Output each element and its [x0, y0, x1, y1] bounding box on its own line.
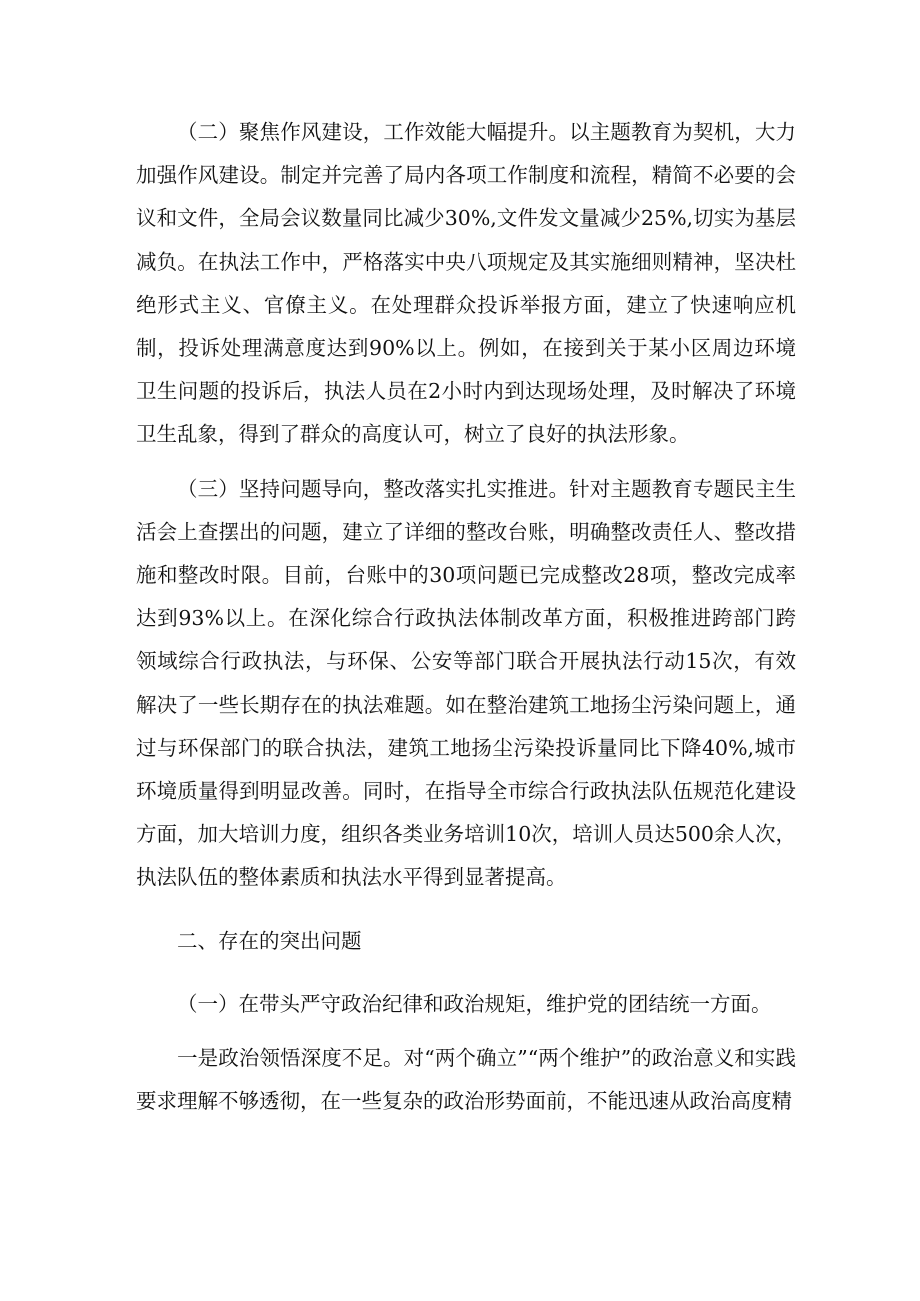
subsection-heading-political-discipline: （一）在带头严守政治纪律和政治规矩，维护党的团结统一方面。 — [177, 991, 772, 1016]
section-heading-problems: 二、存在的突出问题 — [177, 928, 362, 953]
paragraph-rectification: （三）坚持问题导向，整改落实扎实推进。针对主题教育专题民主生活会上查摆出的问题，建立了详细的整改台账，明确整改责任人、整改措施和整改时限。目前，台账中的30项问题已完成整改28项，整改完成率达到93%以上。在深化综合行政执法体制改革方面，积极推进跨部门跨领域综合行政执法，与环保、公安等部门联合开展执法行动15次，有效解决了一些长期存在的执法难题。如在整治建筑工地扬尘污染问题上，通过与环保部门的联合执法，建筑工地扬尘污染投诉量同比下降40%,城市环境质量得到明显改善。同时，在指导全市综合行政执法队伍规范化建设方面，加大培训力度，组织各类业务培训10次，培训人员达500余人次，执法队伍的整体素质和执法水平得到显著提高。 — [136, 476, 796, 890]
paragraph-political-understanding: 一是政治领悟深度不足。对“两个确立”“两个维护”的政治意义和实践要求理解不够透彻，在一些复杂的政治形势面前，不能迅速从政治高度精 — [136, 1046, 796, 1114]
document-body — [136, 111, 796, 1123]
paragraph-work-style: （二）聚焦作风建设，工作效能大幅提升。以主题教育为契机，大力加强作风建设。制定并完善了局内各项工作制度和流程，精简不必要的会议和文件，全局会议数量同比减少30%,文件发文量减少25%,切实为基层减负。在执法工作中，严格落实中央八项规定及其实施细则精神，坚决杜绝形式主义、官僚主义。在处理群众投诉举报方面，建立了快速响应机制，投诉处理满意度达到90%以上。例如，在接到关于某小区周边环境卫生问题的投诉后，执法人员在2小时内到达现场处理，及时解决了环境卫生乱象，得到了群众的高度认可，树立了良好的执法形象。 — [136, 120, 796, 447]
